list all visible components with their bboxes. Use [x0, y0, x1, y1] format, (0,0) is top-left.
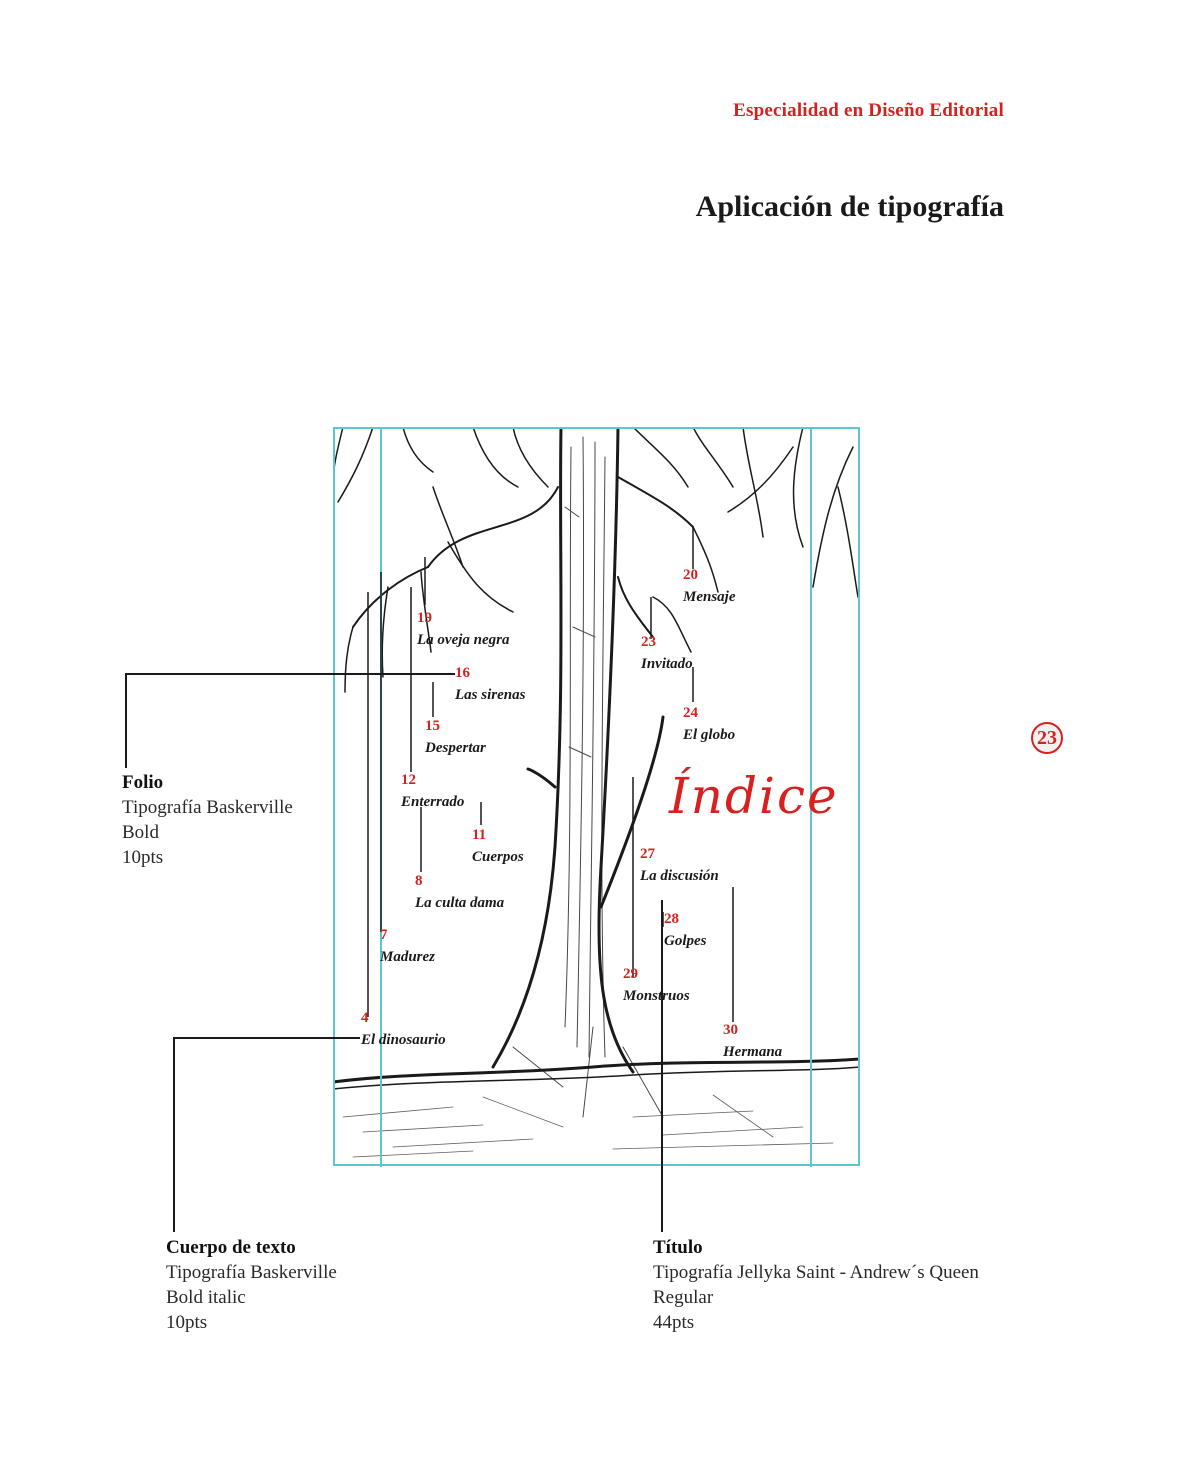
- entry-number: 12: [401, 772, 416, 788]
- spec-line: 10pts: [166, 1312, 208, 1333]
- spec-heading: Cuerpo de texto: [166, 1237, 296, 1258]
- entry-title: Enterrado: [401, 794, 465, 810]
- entry-title: Golpes: [664, 933, 707, 949]
- entry-number: 29: [623, 966, 638, 982]
- entry-number: 7: [380, 927, 388, 943]
- entry-number: 30: [723, 1022, 738, 1038]
- entry-number: 28: [664, 911, 679, 927]
- entry-number: 4: [361, 1010, 369, 1026]
- spec-line: Tipografía Baskerville: [166, 1262, 337, 1283]
- spec-heading: Título: [653, 1237, 703, 1258]
- folio-number: 23: [1031, 722, 1063, 754]
- entry-number: 15: [425, 718, 440, 734]
- spec-line: 44pts: [653, 1312, 695, 1333]
- entry-title: El dinosaurio: [361, 1032, 446, 1048]
- entry-number: 20: [683, 567, 698, 583]
- entry-title: Despertar: [425, 740, 486, 756]
- spec-line: Bold italic: [166, 1287, 246, 1308]
- section-subtitle: Especialidad en Diseño Editorial: [733, 100, 1004, 121]
- spec-title: [653, 1235, 979, 1335]
- entry-title: Invitado: [641, 656, 693, 672]
- index-heading: Índice: [669, 767, 839, 825]
- entry-number: 23: [641, 634, 656, 650]
- spec-body-text: [166, 1235, 337, 1335]
- entry-title: Cuerpos: [472, 849, 524, 865]
- entry-title: El globo: [683, 727, 736, 743]
- spec-line: Regular: [653, 1287, 714, 1308]
- entry-number: 19: [417, 610, 432, 626]
- spec-line: 10pts: [122, 847, 164, 868]
- entry-number: 16: [455, 665, 470, 681]
- entry-number: 8: [415, 873, 423, 889]
- spec-folio: [122, 770, 293, 870]
- spec-line: Bold: [122, 822, 159, 843]
- entry-title: Mensaje: [683, 589, 736, 605]
- spec-line: Tipografía Baskerville: [122, 797, 293, 818]
- entry-title: La discusión: [640, 868, 719, 884]
- entry-number: 11: [472, 827, 487, 843]
- spec-line: Tipografía Jellyka Saint - Andrew´s Queen: [653, 1262, 979, 1283]
- entry-title: Monstruos: [623, 988, 690, 1004]
- entry-number: 27: [640, 846, 655, 862]
- spec-heading: Folio: [122, 772, 164, 793]
- entry-title: Hermana: [723, 1044, 783, 1060]
- page-title: Aplicación de tipografía: [695, 190, 1004, 223]
- entry-title: La oveja negra: [417, 632, 510, 648]
- entry-title: La culta dama: [415, 895, 505, 911]
- entry-title: Las sirenas: [455, 687, 526, 703]
- entry-title: Madurez: [380, 949, 436, 965]
- entry-number: 24: [683, 705, 698, 721]
